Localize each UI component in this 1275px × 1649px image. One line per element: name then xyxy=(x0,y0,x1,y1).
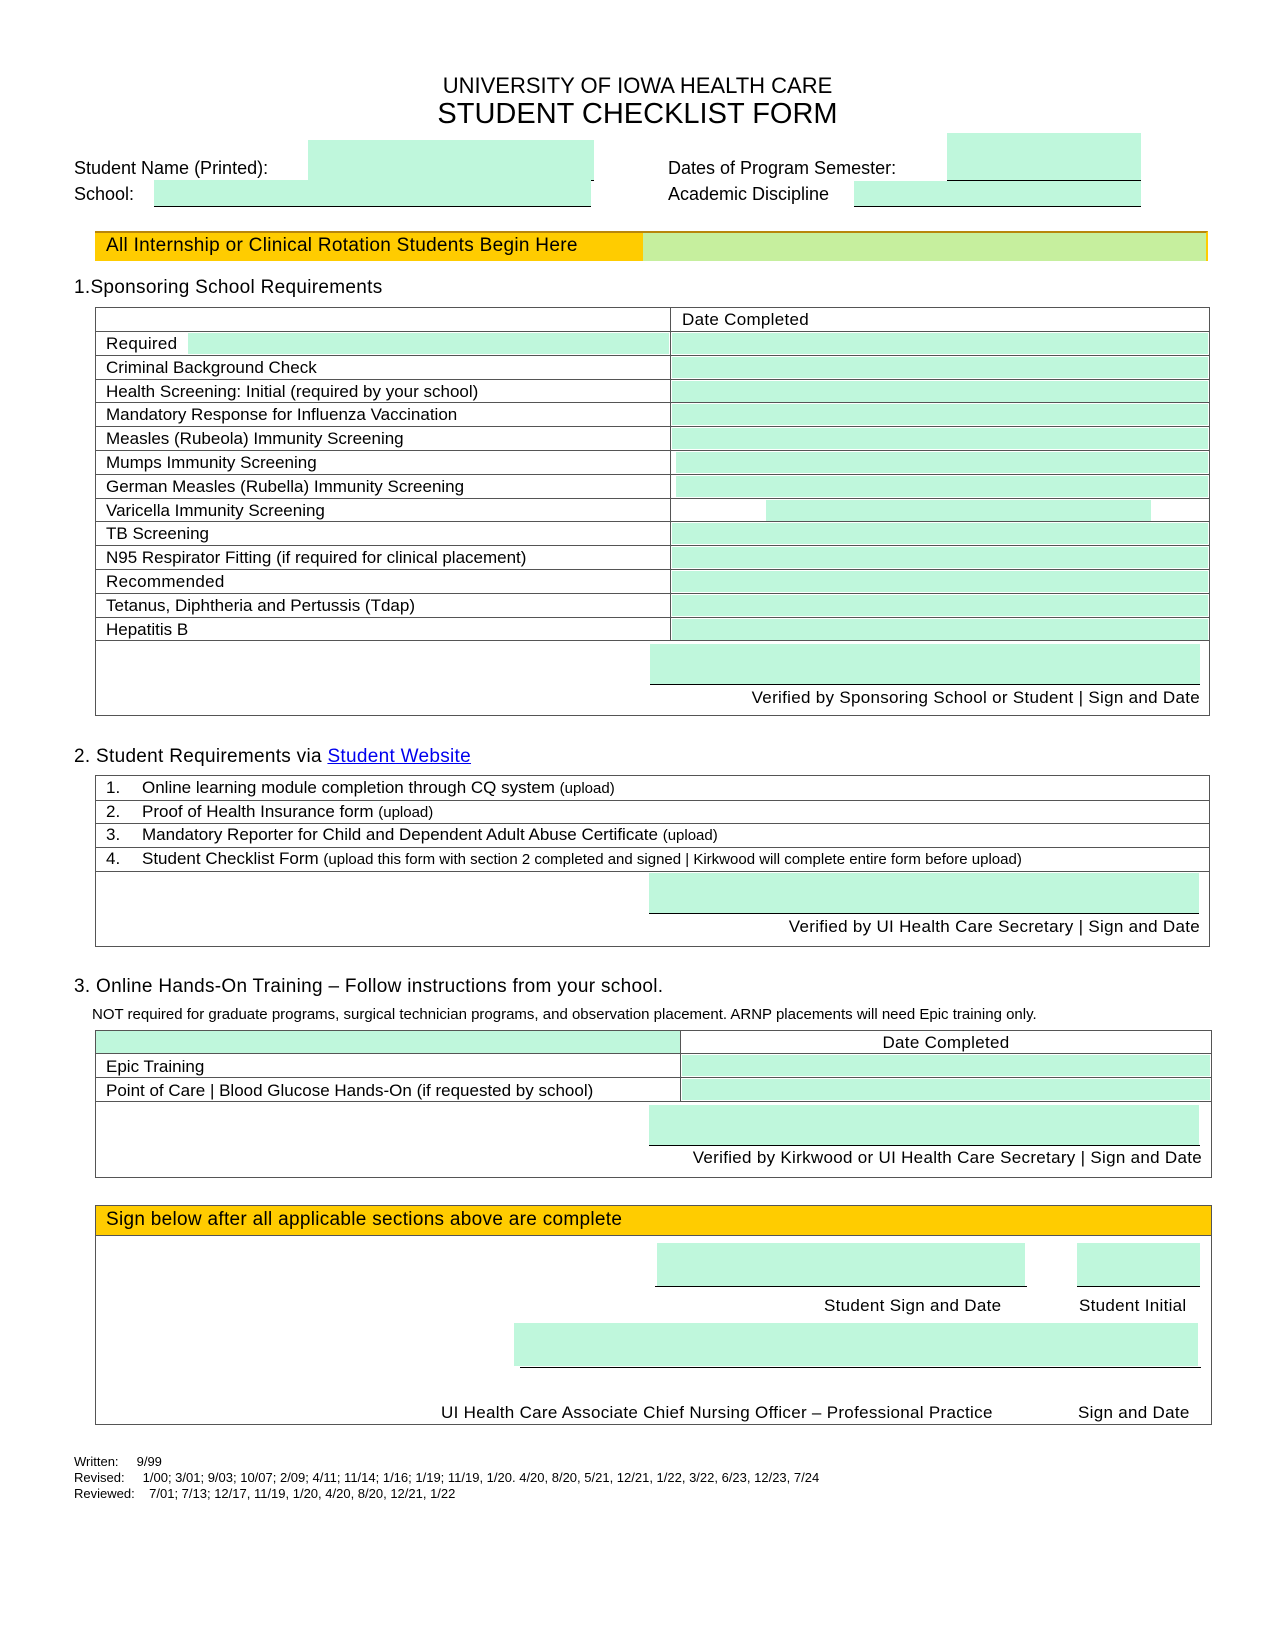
section3-sign-field[interactable] xyxy=(649,1145,1200,1146)
school-field[interactable] xyxy=(154,206,591,207)
section1-row-label: German Measles (Rubella) Immunity Screening xyxy=(106,477,465,496)
section2-row-line xyxy=(95,800,1210,801)
section1-date-field[interactable] xyxy=(672,523,1208,544)
section1-row-line xyxy=(95,426,1210,427)
section1-row-line xyxy=(95,569,1210,570)
section1-row-label: Health Screening: Initial (required by your school) xyxy=(106,382,479,401)
section1-row-label: Mandatory Response for Influenza Vaccination xyxy=(106,405,458,424)
section2-item-text: Mandatory Reporter for Child and Dependent Adult Abuse Certificate xyxy=(142,825,663,844)
student-name-label: Student Name (Printed): xyxy=(74,158,269,178)
footer-reviewed: Reviewed: 7/01; 7/13; 12/17, 11/19, 1/20, 4/20, 8/20, 12/21, 1/22 xyxy=(74,1486,456,1501)
student-sign-label: Student Sign and Date xyxy=(824,1296,1002,1315)
start-banner-text: All Internship or Clinical Rotation Students Begin Here xyxy=(106,235,578,256)
section1-verify: Verified by Sponsoring School or Student | Sign and Date xyxy=(751,688,1200,707)
section2-item-note: (upload this form with section 2 completed and signed | Kirkwood will complete entire form before upload) xyxy=(323,851,1022,868)
section2-item xyxy=(106,778,615,798)
section1-row-line xyxy=(95,617,1210,618)
section2-item-text: Online learning module completion through CQ system xyxy=(142,778,560,797)
final-banner-text: Sign below after all applicable sections above are complete xyxy=(106,1209,623,1230)
section1-row-line xyxy=(95,331,1210,332)
section3-sign-fill xyxy=(649,1105,1199,1145)
section1-date-field[interactable] xyxy=(672,428,1208,449)
section1-row-line xyxy=(95,498,1210,499)
discipline-field[interactable] xyxy=(854,206,1141,207)
student-initial-field[interactable] xyxy=(1077,1286,1200,1287)
section2-item-note: (upload) xyxy=(559,780,615,797)
section2-item-text: Proof of Health Insurance form xyxy=(142,802,379,821)
section2-item-number: 2. xyxy=(106,802,121,821)
officer-sign-field[interactable] xyxy=(520,1367,1201,1368)
section2-item-number: 1. xyxy=(106,778,121,797)
section1-date-field[interactable] xyxy=(672,357,1208,378)
student-initial-fill xyxy=(1077,1243,1200,1287)
dates-label: Dates of Program Semester: xyxy=(668,158,897,178)
section2-item xyxy=(106,802,433,822)
section2-item xyxy=(106,825,718,845)
section1-row-label: Recommended xyxy=(106,572,225,591)
section2-title xyxy=(74,746,471,768)
section3-poc-fill[interactable] xyxy=(682,1079,1210,1100)
section1-row-label: Measles (Rubeola) Immunity Screening xyxy=(106,429,404,448)
section3-verify: Verified by Kirkwood or UI Health Care Secretary | Sign and Date xyxy=(692,1148,1202,1167)
section2-sign-fill xyxy=(649,873,1199,913)
discipline-fill xyxy=(854,181,1141,207)
section2-item-note: (upload) xyxy=(662,827,718,844)
section2-item-number: 3. xyxy=(106,825,121,844)
student-sign-field[interactable] xyxy=(655,1286,1027,1287)
section1-sign-field[interactable] xyxy=(650,684,1200,685)
section1-date-header: Date Completed xyxy=(682,310,810,329)
section1-row-line xyxy=(95,521,1210,522)
section1-date-field[interactable] xyxy=(672,595,1208,616)
section3-epic-fill[interactable] xyxy=(682,1055,1210,1076)
section2-sign-field[interactable] xyxy=(649,913,1199,914)
section3-title: 3. Online Hands-On Training – Follow instructions from your school. xyxy=(74,976,664,997)
section3-header-fill xyxy=(96,1031,680,1053)
section1-row-line xyxy=(95,450,1210,451)
officer-sign-fill xyxy=(514,1323,1198,1366)
section1-row-label: Tetanus, Diphtheria and Pertussis (Tdap) xyxy=(106,596,415,615)
section2-item-number: 4. xyxy=(106,849,121,868)
section1-row-label: N95 Respirator Fitting (if required for clinical placement) xyxy=(106,548,527,567)
section2-verify: Verified by UI Health Care Secretary | Sign and Date xyxy=(788,917,1200,936)
section1-row-line xyxy=(95,355,1210,356)
student-name-fill xyxy=(308,140,594,181)
section2-item-text: Student Checklist Form xyxy=(142,849,324,868)
section1-date-field[interactable] xyxy=(672,571,1208,592)
section1-row-label: Hepatitis B xyxy=(106,620,189,639)
section2-row-line xyxy=(95,871,1210,872)
section3-line-2 xyxy=(95,1077,1212,1078)
section1-date-field[interactable] xyxy=(766,500,1151,521)
section1-date-field[interactable] xyxy=(672,547,1208,568)
footer-written: Written: 9/99 xyxy=(74,1454,162,1469)
section1-date-field[interactable] xyxy=(672,381,1208,402)
org-name: UNIVERSITY OF IOWA HEALTH CARE xyxy=(442,73,833,98)
section1-date-field[interactable] xyxy=(672,333,1208,354)
section1-title: 1.Sponsoring School Requirements xyxy=(74,277,383,298)
section1-date-field[interactable] xyxy=(672,619,1208,640)
final-sign-box xyxy=(95,1205,1212,1425)
section1-row-label: Criminal Background Check xyxy=(106,358,317,377)
section1-sign-fill xyxy=(650,644,1200,684)
section2-row-line xyxy=(95,847,1210,848)
officer-label: UI Health Care Associate Chief Nursing Officer – Professional Practice xyxy=(441,1403,993,1422)
section1-row-line xyxy=(95,402,1210,403)
student-website-link[interactable]: Student Website xyxy=(327,746,472,767)
section3-date-header: Date Completed xyxy=(882,1033,1010,1052)
section1-row-label: Mumps Immunity Screening xyxy=(106,453,317,472)
section2-item-note: (upload) xyxy=(378,804,434,821)
page-title: STUDENT CHECKLIST FORM xyxy=(437,98,838,130)
section1-row-label: TB Screening xyxy=(106,524,209,543)
section3-line-3 xyxy=(95,1101,1212,1102)
section1-row-line xyxy=(95,545,1210,546)
section3-row-epic: Epic Training xyxy=(106,1057,205,1076)
section2-item xyxy=(106,849,1022,869)
section1-row-line xyxy=(95,379,1210,380)
section3-row-poc: Point of Care | Blood Glucose Hands-On (if requested by school) xyxy=(106,1081,594,1100)
section1-row-line xyxy=(95,593,1210,594)
section2-row-line xyxy=(95,823,1210,824)
section1-date-field[interactable] xyxy=(672,404,1208,425)
section1-row-label: Varicella Immunity Screening xyxy=(106,501,325,520)
footer-revised: Revised: 1/00; 3/01; 9/03; 10/07; 2/09; 4/11; 11/14; 1/16; 1/19; 11/19, 1/20. 4/20, 8/20, 5/21, 12/21, 1/22, 3/22, 6/23, 12/23, 7/24 xyxy=(74,1470,820,1485)
section1-date-field[interactable] xyxy=(676,476,1208,497)
section1-row-label: Required xyxy=(106,334,178,353)
dates-fill xyxy=(947,133,1141,181)
section3-line-1 xyxy=(95,1053,1212,1054)
section2-title-text: 2. Student Requirements via xyxy=(74,746,328,767)
section1-row-line xyxy=(95,474,1210,475)
school-fill xyxy=(154,180,591,207)
section1-date-field[interactable] xyxy=(676,452,1208,473)
discipline-label: Academic Discipline xyxy=(668,184,830,204)
student-sign-fill xyxy=(657,1243,1025,1287)
officer-sign-label: Sign and Date xyxy=(1078,1403,1190,1422)
section3-note: NOT required for graduate programs, surgical technician programs, and observation placement. ARNP placements will need Epic training only. xyxy=(92,1006,1037,1023)
section1-row-line xyxy=(95,640,1210,641)
section1-required-fill xyxy=(188,333,669,354)
school-label: School: xyxy=(74,184,135,204)
student-initial-label: Student Initial xyxy=(1079,1296,1187,1315)
